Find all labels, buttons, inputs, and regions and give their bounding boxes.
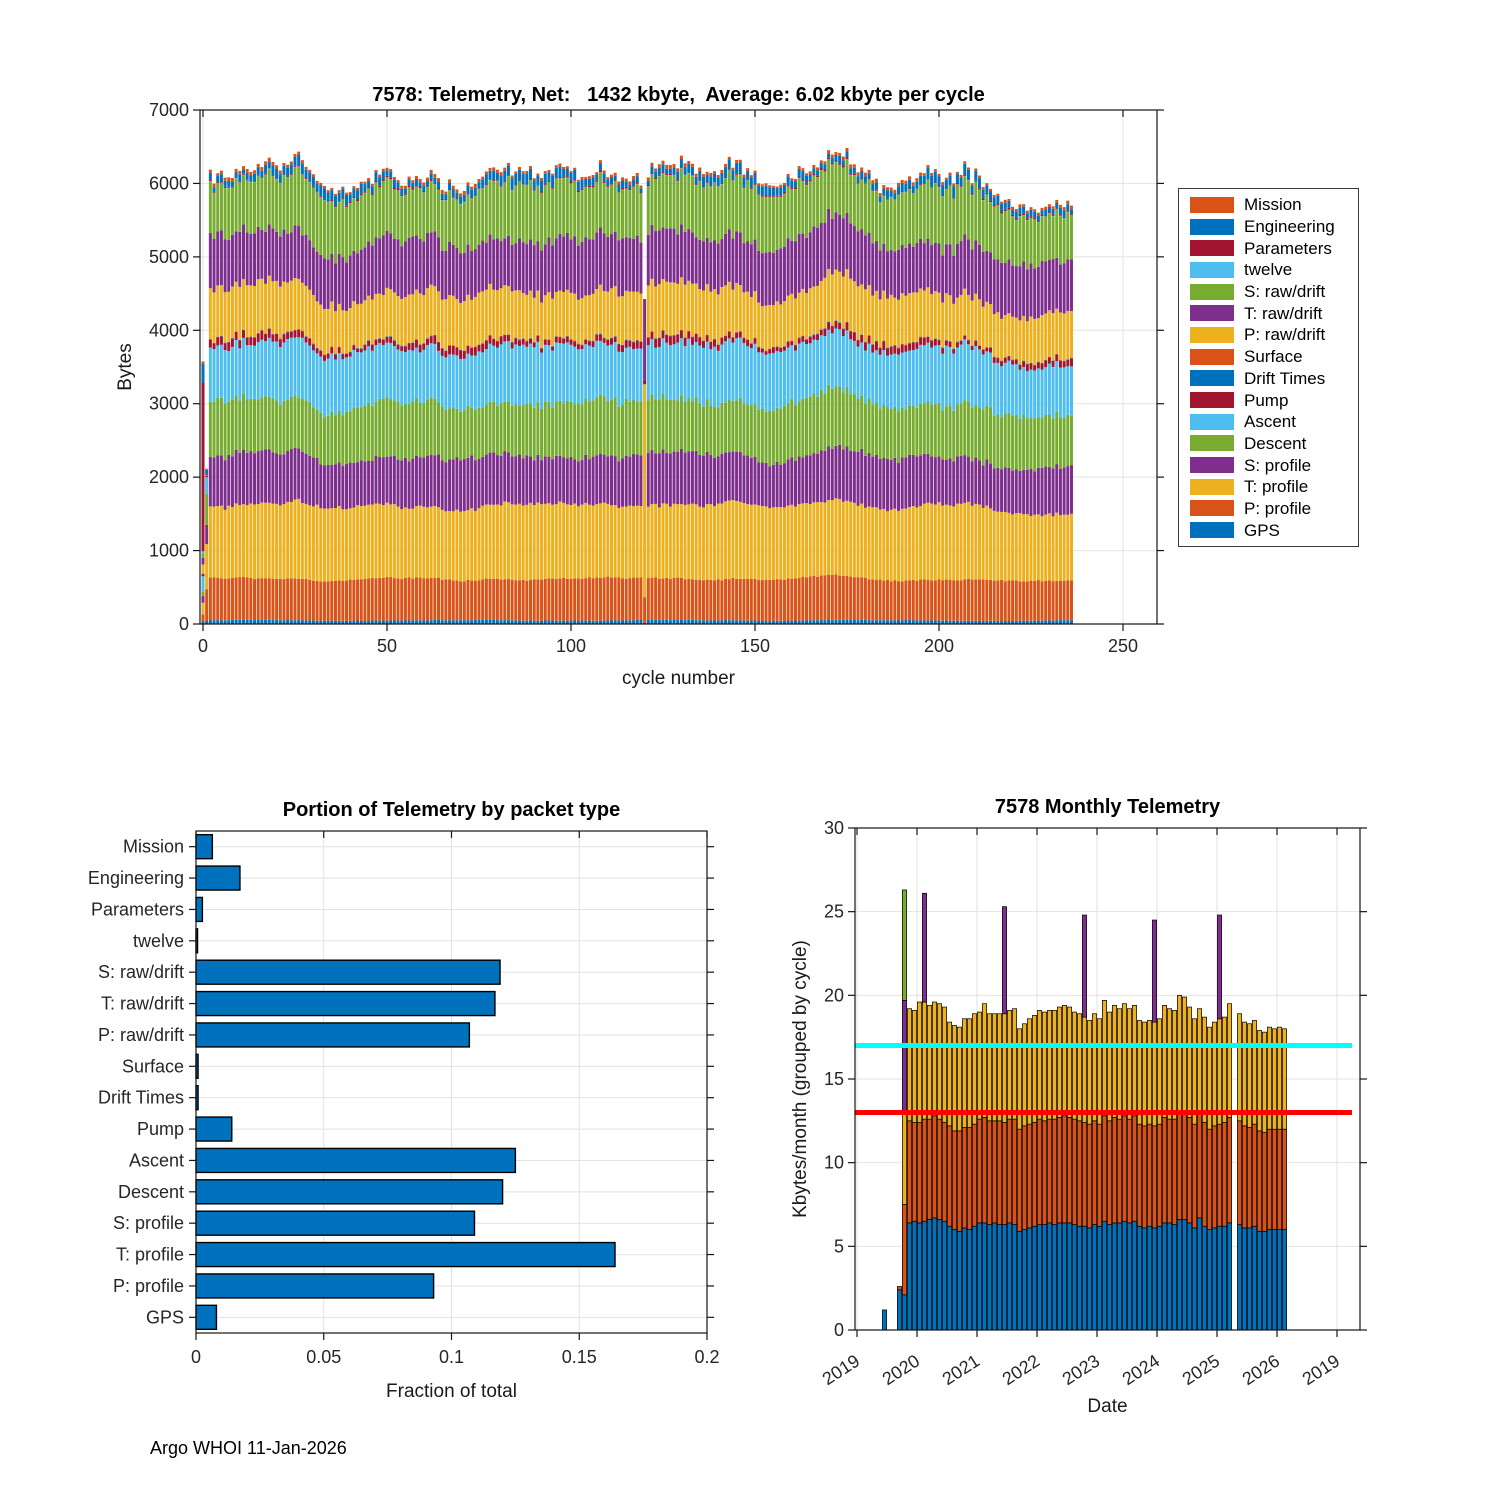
svg-text:2019: 2019	[1298, 1350, 1344, 1390]
svg-text:2024: 2024	[1118, 1350, 1164, 1390]
x-axis-label: Date	[1087, 1396, 1128, 1417]
svg-text:Parameters: Parameters	[90, 899, 184, 920]
svg-text:Mission: Mission	[122, 836, 184, 857]
legend-label: T: raw/drift	[1244, 303, 1323, 323]
legend-label: S: raw/drift	[1244, 282, 1326, 302]
y-axis-label: Kbytes/month (grouped by cycle)	[790, 940, 811, 1218]
legend-swatch-icon	[1190, 500, 1234, 516]
legend-item	[1179, 195, 1358, 214]
legend-swatch-icon	[1190, 284, 1234, 300]
svg-text:5: 5	[833, 1236, 844, 1257]
legend-label: P: profile	[1244, 498, 1312, 518]
chart-title: 7578 Monthly Telemetry	[994, 796, 1221, 818]
svg-text:250: 250	[1107, 636, 1139, 656]
legend-label: Parameters	[1244, 238, 1332, 258]
x-axis-label: Fraction of total	[386, 1381, 517, 1402]
svg-text:T: raw/drift: T: raw/drift	[100, 993, 184, 1014]
legend-label: twelve	[1244, 260, 1293, 280]
monthly-bars	[882, 890, 1286, 1330]
legend-item	[1179, 239, 1358, 258]
svg-text:Drift Times: Drift Times	[97, 1087, 184, 1108]
legend-item	[1179, 260, 1358, 279]
legend-swatch-icon	[1190, 457, 1234, 473]
svg-text:0: 0	[190, 1347, 202, 1367]
legend-label: Mission	[1244, 195, 1302, 215]
svg-text:P: profile: P: profile	[112, 1275, 184, 1296]
svg-text:50: 50	[376, 636, 398, 656]
svg-text:0.2: 0.2	[694, 1347, 720, 1367]
svg-text:S: profile: S: profile	[112, 1213, 184, 1234]
svg-text:100: 100	[555, 636, 587, 656]
chart-legend	[1178, 188, 1359, 547]
svg-text:0: 0	[178, 614, 189, 634]
legend-label: Surface	[1244, 347, 1303, 367]
svg-text:P: raw/drift: P: raw/drift	[97, 1024, 184, 1045]
svg-text:2026: 2026	[1238, 1350, 1284, 1390]
svg-text:twelve: twelve	[132, 930, 184, 951]
svg-text:7000: 7000	[148, 100, 189, 120]
svg-text:150: 150	[739, 636, 771, 656]
legend-label: S: profile	[1244, 455, 1312, 475]
legend-swatch-icon	[1190, 240, 1234, 256]
svg-text:5000: 5000	[148, 246, 189, 267]
legend-swatch-icon	[1190, 262, 1234, 278]
legend-swatch-icon	[1190, 197, 1234, 213]
legend-swatch-icon	[1190, 349, 1234, 365]
legend-swatch-icon	[1190, 370, 1234, 386]
legend-item	[1179, 456, 1358, 475]
legend-item	[1179, 217, 1358, 236]
svg-text:0: 0	[197, 636, 209, 656]
legend-item	[1179, 412, 1358, 431]
legend-label: P: raw/drift	[1244, 325, 1326, 345]
svg-text:200: 200	[923, 636, 955, 656]
legend-swatch-icon	[1190, 327, 1234, 343]
svg-text:25: 25	[823, 901, 844, 922]
chart-title: Portion of Telemetry by packet type	[282, 799, 621, 821]
legend-label: Pump	[1244, 390, 1289, 410]
legend-swatch-icon	[1190, 522, 1234, 538]
svg-text:0.05: 0.05	[306, 1347, 342, 1367]
svg-text:Descent: Descent	[117, 1181, 184, 1202]
packet-fraction-chart	[0, 720, 760, 1500]
svg-text:4000: 4000	[148, 320, 189, 341]
legend-item	[1179, 499, 1358, 518]
chart-title: 7578: Telemetry, Net: 1432 kbyte, Average: 6.02 kbyte per cycle	[372, 84, 985, 106]
legend-label: Ascent	[1244, 412, 1296, 432]
legend-item	[1179, 391, 1358, 410]
legend-swatch-icon	[1190, 479, 1234, 495]
legend-item	[1179, 325, 1358, 344]
svg-text:3000: 3000	[148, 393, 189, 414]
legend-swatch-icon	[1190, 414, 1234, 430]
legend-label: T: profile	[1244, 477, 1309, 497]
svg-text:10: 10	[823, 1152, 844, 1173]
svg-text:2021: 2021	[938, 1350, 984, 1390]
legend-swatch-icon	[1190, 392, 1234, 408]
legend-item	[1179, 434, 1358, 453]
svg-text:Engineering: Engineering	[87, 868, 184, 889]
svg-text:Surface: Surface	[121, 1056, 184, 1077]
legend-item	[1179, 282, 1358, 301]
svg-text:S: raw/drift: S: raw/drift	[97, 962, 184, 983]
svg-text:6000: 6000	[148, 173, 189, 194]
monthly-telemetry-chart	[760, 720, 1500, 1500]
svg-text:2025: 2025	[1178, 1350, 1224, 1390]
svg-text:2019: 2019	[818, 1350, 864, 1390]
legend-item	[1179, 521, 1358, 540]
svg-text:0.15: 0.15	[561, 1347, 597, 1367]
svg-text:20: 20	[823, 985, 844, 1006]
svg-text:2022: 2022	[998, 1350, 1044, 1390]
svg-text:GPS: GPS	[145, 1307, 184, 1328]
footer-text: Argo WHOI 11-Jan-2026	[150, 1438, 347, 1458]
legend-label: GPS	[1244, 520, 1280, 540]
svg-text:0.1: 0.1	[438, 1347, 465, 1367]
legend-swatch-icon	[1190, 305, 1234, 321]
svg-text:Ascent: Ascent	[128, 1150, 184, 1171]
svg-text:1000: 1000	[148, 540, 189, 561]
legend-swatch-icon	[1190, 435, 1234, 451]
svg-text:30: 30	[823, 818, 844, 838]
legend-label: Engineering	[1244, 217, 1335, 237]
svg-text:2000: 2000	[148, 467, 189, 488]
svg-text:2020: 2020	[878, 1350, 924, 1390]
legend-item	[1179, 347, 1358, 366]
svg-text:0: 0	[833, 1320, 844, 1340]
svg-text:Pump: Pump	[136, 1119, 184, 1140]
x-axis-label: cycle number	[622, 668, 735, 689]
legend-item	[1179, 369, 1358, 388]
svg-text:T: profile: T: profile	[115, 1244, 184, 1265]
legend-label: Descent	[1244, 433, 1307, 453]
stacked-bars	[202, 148, 1073, 624]
legend-item	[1179, 304, 1358, 323]
y-axis-label: Bytes	[115, 343, 136, 391]
legend-label: Drift Times	[1244, 368, 1326, 388]
fraction-bars	[196, 835, 615, 1330]
svg-text:2023: 2023	[1058, 1350, 1104, 1390]
svg-text:15: 15	[823, 1069, 844, 1089]
legend-item	[1179, 477, 1358, 496]
legend-swatch-icon	[1190, 219, 1234, 235]
